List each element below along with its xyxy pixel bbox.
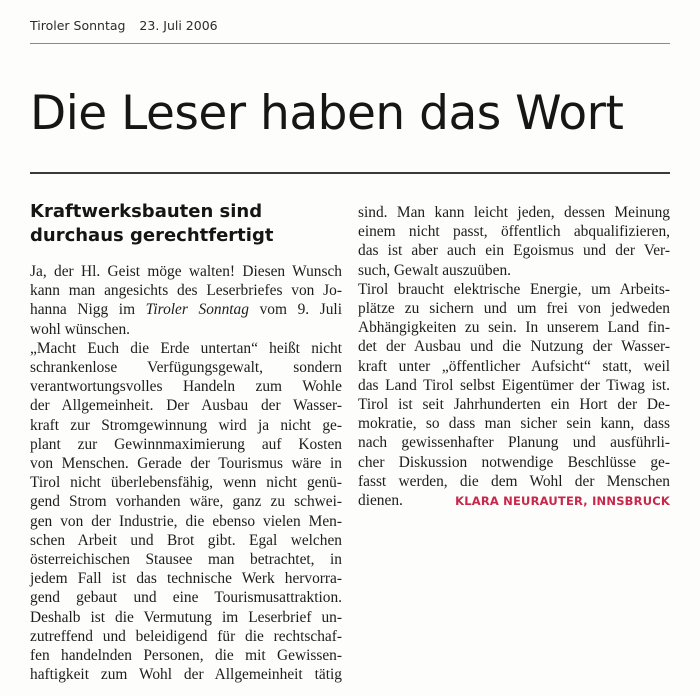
publication-name: Tiroler Sonntag [30, 18, 126, 33]
text-line: kraft zur Stromgewinnung wird ja nicht ge- [30, 416, 342, 434]
text-line: mokratie, so dass man sicher sein kann, dass [358, 415, 670, 433]
text-line: kann man angesichts des Leserbriefes von Jo- [30, 282, 342, 300]
text-line: cher Diskussion notwendige Beschlüsse ge- [358, 453, 670, 471]
text-line: „Macht Euch die Erde untertan“ heißt nicht [30, 339, 342, 357]
text-line: von Menschen. Gerade der Tourismus wäre in [30, 455, 342, 473]
text-line: jedem Fall ist das technische Werk hervorra- [30, 570, 342, 588]
signature-line [358, 491, 670, 511]
text-line: Abhängigkeiten zu sein. In unserem Land fin- [358, 319, 670, 337]
text-line: zutreffend und beleidigend für die rechtschaf- [30, 627, 342, 645]
text-line: such, Gewalt auszuüben. [358, 261, 512, 279]
article-column-left [30, 262, 342, 684]
text-line: schrankenlose Verfügungsgewalt, sondern [30, 359, 342, 377]
text-line: sind. Man kann leicht jeden, dessen Meinung [358, 204, 670, 221]
text-line: schen Arbeit und Brot gibt. Egal welchen [30, 531, 342, 549]
headline-divider [30, 172, 670, 174]
article-subhead: Kraftwerksbauten sind durchaus gerechtfertigt [30, 201, 274, 246]
text-line: nach gewissenhafter Planung und ausführli- [358, 434, 670, 452]
publication-date: 23. Juli 2006 [139, 18, 218, 33]
text-line: plant zur Gewinnmaximierung auf Kosten [30, 435, 342, 453]
text-line: Tirol braucht elektrische Energie, um Arbeits- [358, 280, 670, 298]
text-line: Deshalb ist die Vermutung im Leserbrief un- [30, 608, 342, 626]
text-line: dienen. [358, 492, 403, 510]
text-line: Ja, der Hl. Geist möge walten! Diesen Wunsch [30, 263, 342, 280]
text-line: das ist aber auch ein Egoismus und der Ver- [358, 242, 670, 260]
text-line: gend gebaut und eine Tourismusattraktion. [30, 589, 342, 607]
page-headline: Die Leser haben das Wort [30, 86, 624, 141]
text-line: verantwortungsvolles Handeln zum Wohle [30, 378, 342, 396]
article-column-right [358, 203, 670, 511]
text-line: österreichischen Stausee man betrachtet, in [30, 551, 342, 569]
text-line: gend Strom vorhanden wäre, ganz zu schwei- [30, 493, 342, 511]
text-line: der Allgemeinheit. Der Ausbau der Wasser- [30, 397, 342, 415]
masthead [30, 18, 218, 33]
text-line: Tirol nicht überlebensfähig, wenn nicht genü- [30, 474, 342, 492]
text-line: fasst werden, die dem Wohl der Menschen [358, 472, 670, 490]
text-line: das Land Tirol selbst Eigentümer der Tiwag ist. [358, 376, 670, 394]
text-line: gen von der Industrie, die ebenso vielen Men- [30, 512, 342, 530]
text-line: fen handelnden Personen, die mit Gewissen- [30, 647, 342, 665]
text-line: det der Ausbau und die Nutzung der Wasser- [358, 338, 670, 356]
author-signature: KLARA NEURAUTER, INNSBRUCK [455, 494, 670, 509]
text-line: Tirol ist seit Jahrhunderten ein Hort der De- [358, 396, 670, 414]
text-line-with-italic: hanna Nigg im Tiroler Sonntag vom 9. Juli [30, 301, 342, 319]
italic-title: Tiroler Sonntag [145, 301, 249, 319]
text-line: plätze zu sichern und um frei von jedweden [358, 300, 670, 318]
text-line: haftigkeit zum Wohl der Allgemeinheit tätig [30, 666, 342, 684]
text-line: kraft unter „öffentlicher Aufsicht“ statt, weil [358, 357, 670, 375]
text-line: wohl wünschen. [30, 320, 131, 338]
text-line: einem nicht passt, öffentlich abqualifizieren, [358, 223, 670, 241]
masthead-divider [30, 43, 670, 44]
